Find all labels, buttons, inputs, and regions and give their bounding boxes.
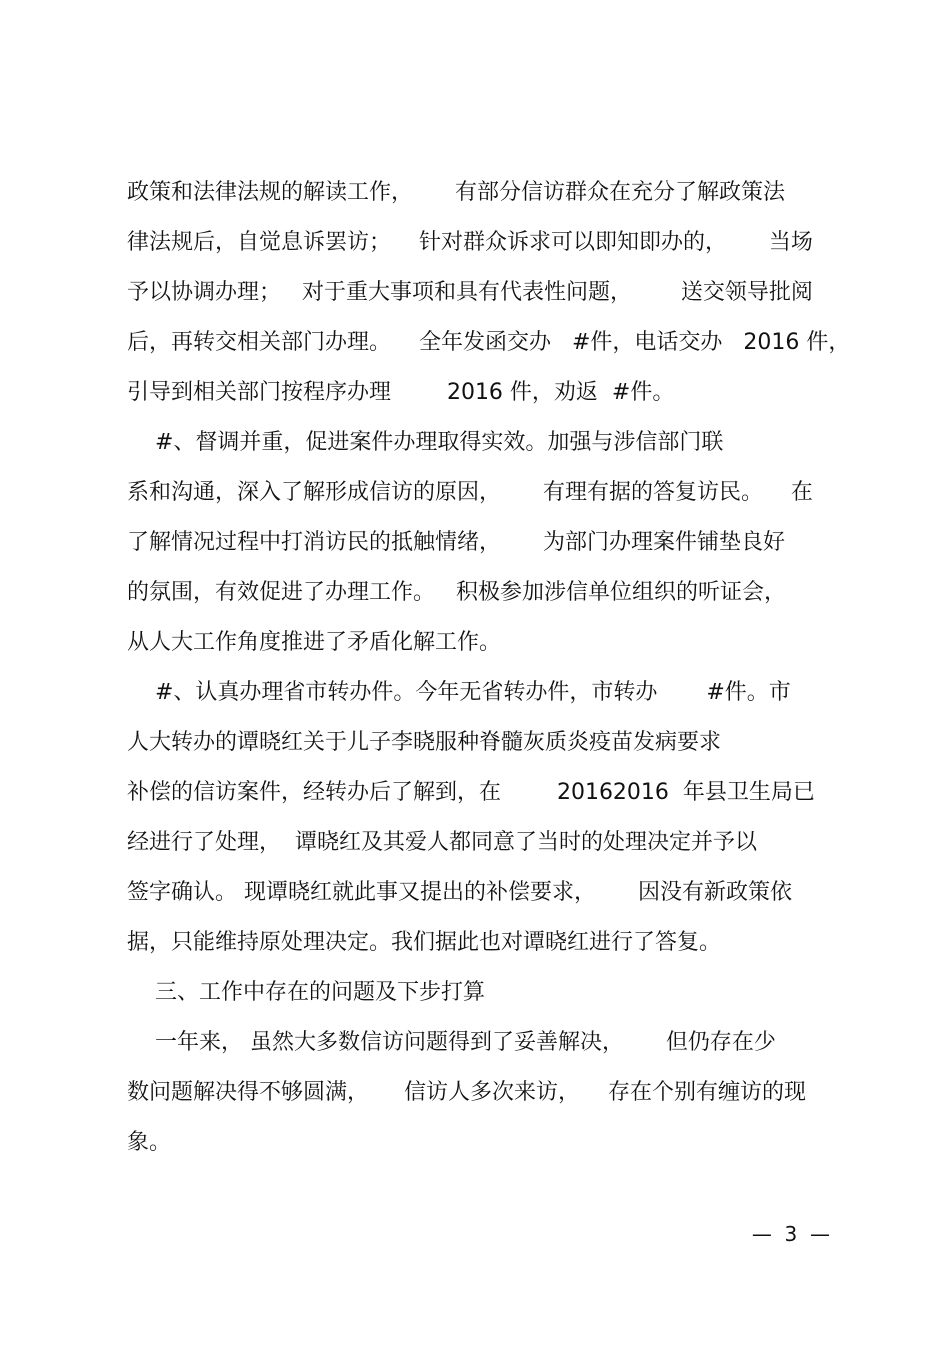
text-line: 后，再转交相关部门办理。 全年发函交办 #件，电话交办 2016 件，	[127, 330, 851, 355]
text-line: 引导到相关部门按程序办理 2016 件，劝返 #件。	[127, 380, 675, 405]
paragraph-start: 一年来， 虽然大多数信访问题得到了妥善解决， 但仍存在少	[127, 1030, 776, 1055]
text-line: 从人大工作角度推进了矛盾化解工作。	[127, 630, 502, 655]
paragraph-start: #、认真办理省市转办件。今年无省转办件，市转办 #件。市	[127, 680, 791, 705]
paragraph-start: #、督调并重，促进案件办理取得实效。加强与涉信部门联	[127, 430, 724, 455]
text-line: 的氛围，有效促进了办理工作。 积极参加涉信单位组织的听证会，	[127, 580, 786, 605]
text-line: 予以协调办理； 对于重大事项和具有代表性问题， 送交领导批阅	[127, 280, 813, 305]
text-line: 签字确认。 现谭晓红就此事又提出的补偿要求， 因没有新政策依	[127, 880, 792, 905]
text-line: 补偿的信访案件，经转办后了解到，在 20162016 年县卫生局已	[127, 780, 815, 805]
section-heading: 三、工作中存在的问题及下步打算	[127, 980, 485, 1005]
text-line: 了解情况过程中打消访民的抵触情绪， 为部门办理案件铺垫良好	[127, 530, 785, 555]
text-line: 数问题解决得不够圆满， 信访人多次来访， 存在个别有缠访的现	[127, 1080, 806, 1105]
text-line: 律法规后，自觉息诉罢访； 针对群众诉求可以即知即办的， 当场	[127, 230, 813, 255]
text-line: 据，只能维持原处理决定。我们据此也对谭晓红进行了答复。	[127, 930, 722, 955]
text-line: 经进行了处理， 谭晓红及其爱人都同意了当时的处理决定并予以	[127, 830, 757, 855]
text-line: 象。	[127, 1130, 172, 1155]
page-number: — 3 —	[751, 1222, 830, 1246]
text-line: 系和沟通，深入了解形成信访的原因， 有理有据的答复访民。 在	[127, 480, 813, 505]
text-line: 人大转办的谭晓红关于儿子李晓服种脊髓灰质炎疫苗发病要求	[127, 730, 722, 755]
text-line: 政策和法律法规的解读工作， 有部分信访群众在充分了解政策法	[127, 180, 785, 205]
